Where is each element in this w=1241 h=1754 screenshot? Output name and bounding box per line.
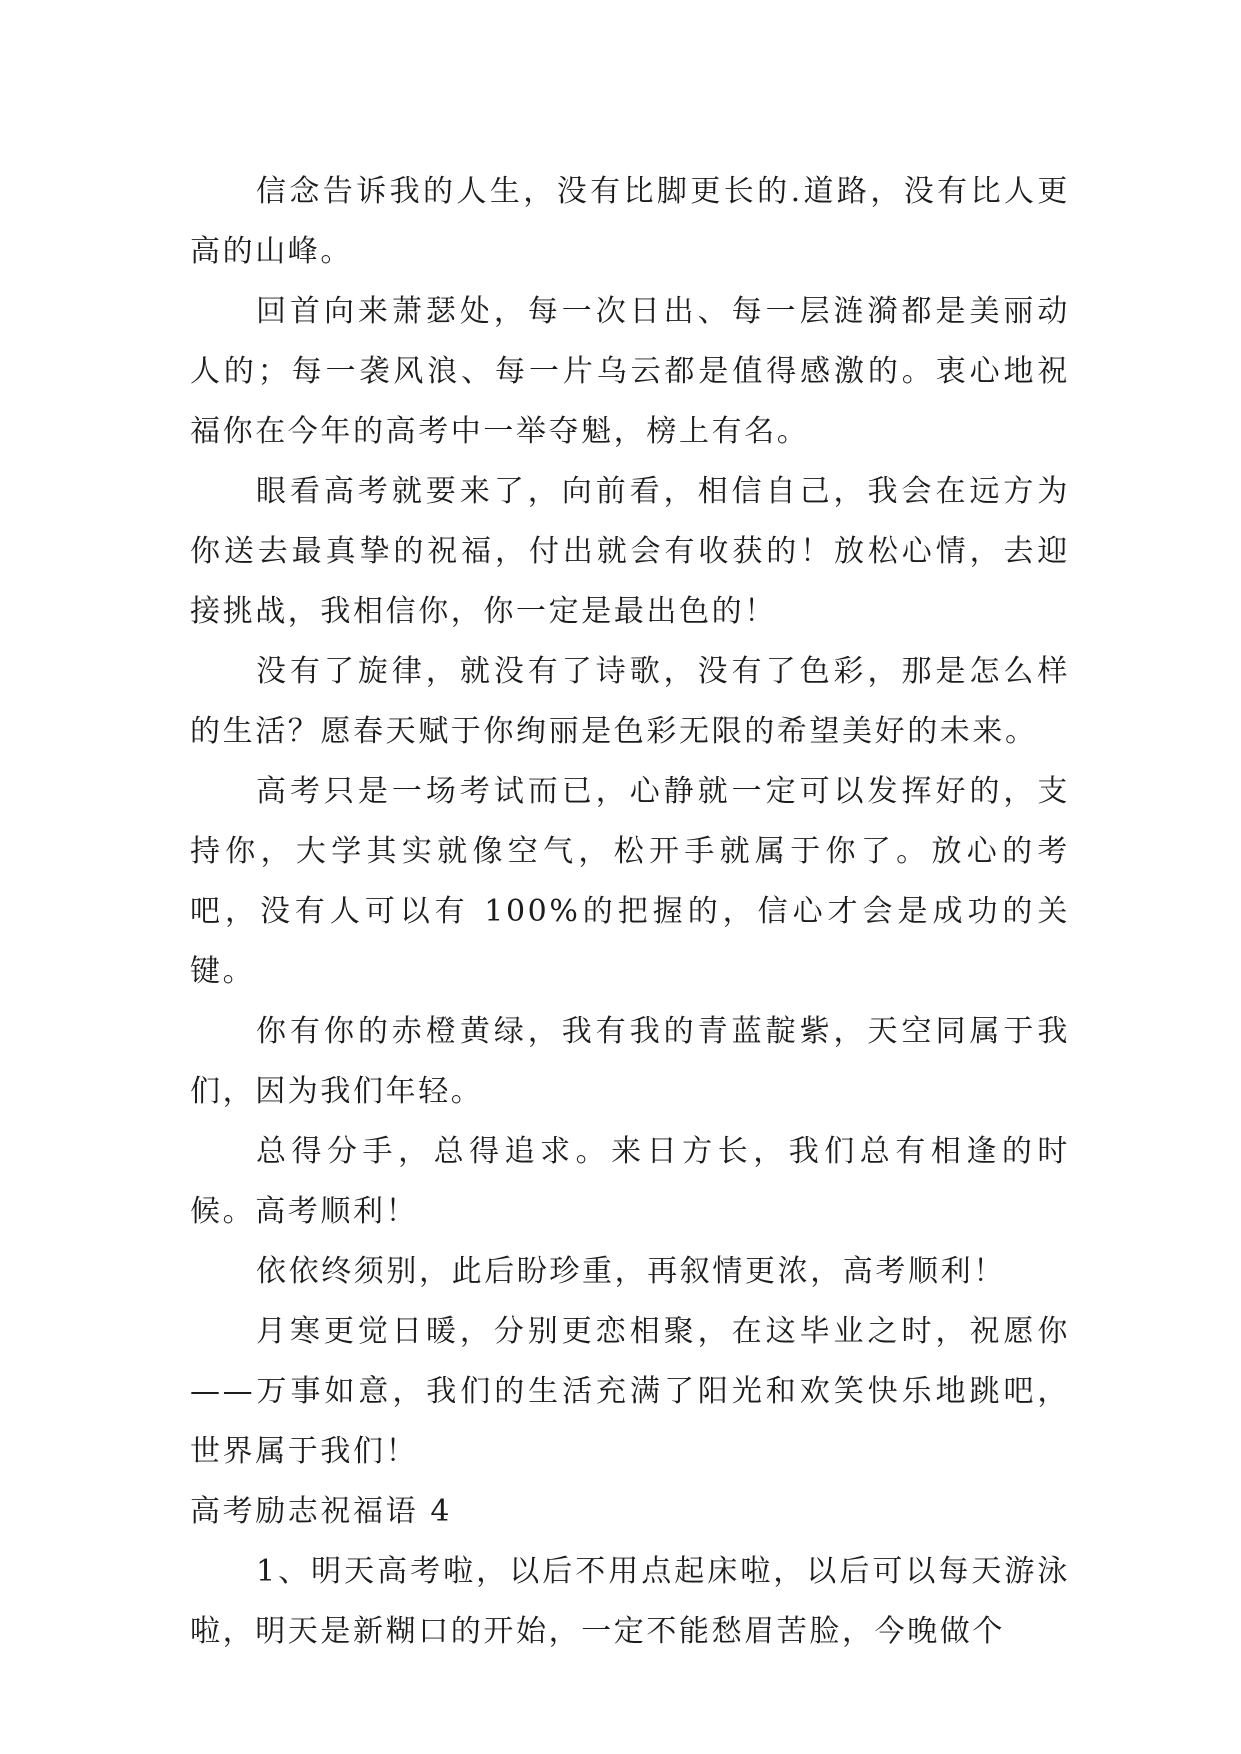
paragraph-3: 眼看高考就要来了，向前看，相信自己，我会在远方为你送去最真挚的祝福，付出就会有收获的！放松心情，去迎接挑战，我相信你，你一定是最出色的！ <box>190 474 1070 629</box>
paragraph-4: 没有了旋律，就没有了诗歌，没有了色彩，那是怎么样的生活？愿春天赋于你绚丽是色彩无限的希望美好的未来。 <box>190 654 1070 749</box>
paragraph-9: 月寒更觉日暖，分别更恋相聚，在这毕业之时，祝愿你——万事如意，我们的生活充满了阳光和欢笑快乐地跳吧，世界属于我们！ <box>190 1314 1070 1469</box>
document-body <box>190 162 1070 1662</box>
paragraph-5: 高考只是一场考试而已，心静就一定可以发挥好的，支持你，大学其实就像空气，松开手就属于你了。放心的考吧，没有人可以有 100%的把握的，信心才会是成功的关键。 <box>190 774 1070 989</box>
paragraph-1: 信念告诉我的人生，没有比脚更长的.道路，没有比人更高的山峰。 <box>190 174 1070 269</box>
paragraph-7: 总得分手，总得追求。来日方长，我们总有相逢的时候。高考顺利！ <box>190 1134 1070 1229</box>
section-paragraph-1: 1、明天高考啦，以后不用点起床啦，以后可以每天游泳啦，明天是新糊口的开始，一定不能愁眉苦脸，今晚做个 <box>190 1554 1070 1649</box>
paragraph-8: 依依终须别，此后盼珍重，再叙情更浓，高考顺利！ <box>256 1254 1006 1289</box>
paragraph-2: 回首向来萧瑟处，每一次日出、每一层涟漪都是美丽动人的；每一袭风浪、每一片乌云都是值得感激的。衷心地祝福你在今年的高考中一举夺魁，榜上有名。 <box>190 294 1070 449</box>
section-heading: 高考励志祝福语 4 <box>190 1494 453 1529</box>
paragraph-6: 你有你的赤橙黄绿，我有我的青蓝靛紫，天空同属于我们，因为我们年轻。 <box>190 1014 1070 1109</box>
